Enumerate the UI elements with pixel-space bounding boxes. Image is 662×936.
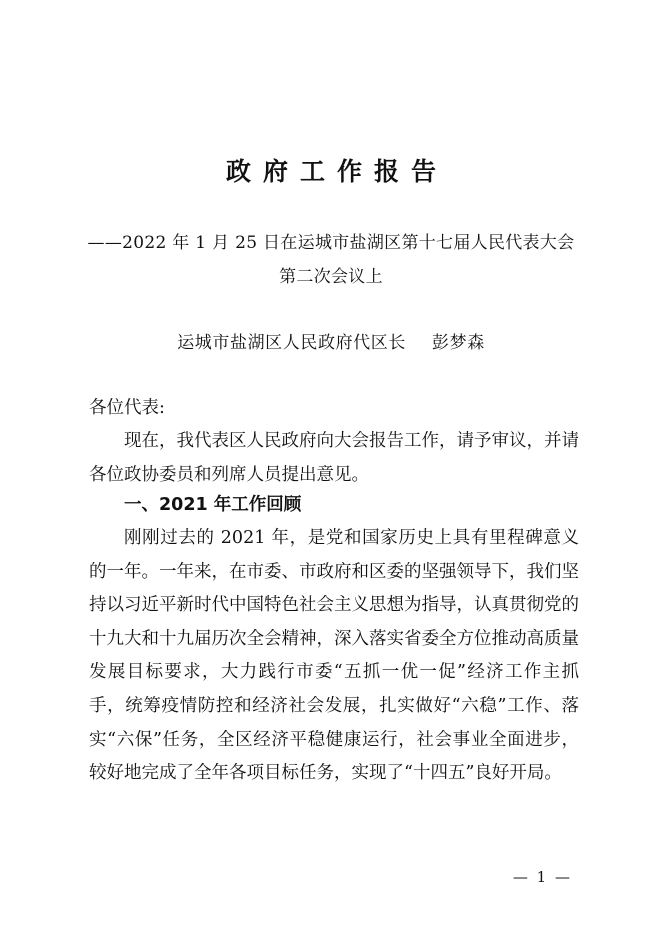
subtitle-line-1: ——2022 年 1 月 25 日在运城市盐湖区第十七届人民代表大会: [87, 233, 575, 253]
subtitle-line-2: 第二次会议上: [279, 267, 383, 287]
document-title: 政府工作报告: [225, 157, 448, 186]
author-org: 运城市盐湖区人民政府代区长: [177, 333, 406, 353]
paragraph-intro: 现在，我代表区人民政府向大会报告工作，请予审议，并请各位政协委员和列席人员提出意见。: [89, 431, 579, 485]
page-number: — 1 —: [512, 868, 572, 886]
section-heading: 一、2021 年工作回顾: [124, 495, 302, 515]
paragraph-review: 刚刚过去的 2021 年，是党和国家历史上具有里程碑意义的一年。一年来，在市委、市政府和区委的坚强领导下，我们坚持以习近平新时代中国特色社会主义思想为指导，认真贯彻党的十九大和十九届历次全会精神，深入落实省委全方位推动高质量发展目标要求，大力践行市委“五抓一优一促”经济工作主抓手，统筹疫情防控和经济社会发展，扎实做好“六稳”工作、落实“六保”任务，全区经济平稳健康运行，社会事业全面进步，较好地完成了全年各项目标任务，实现了“十四五”良好开局。: [89, 528, 579, 784]
salutation: 各位代表:: [89, 398, 165, 418]
author-name: 彭梦森: [432, 333, 485, 353]
author-line: [0, 328, 662, 353]
